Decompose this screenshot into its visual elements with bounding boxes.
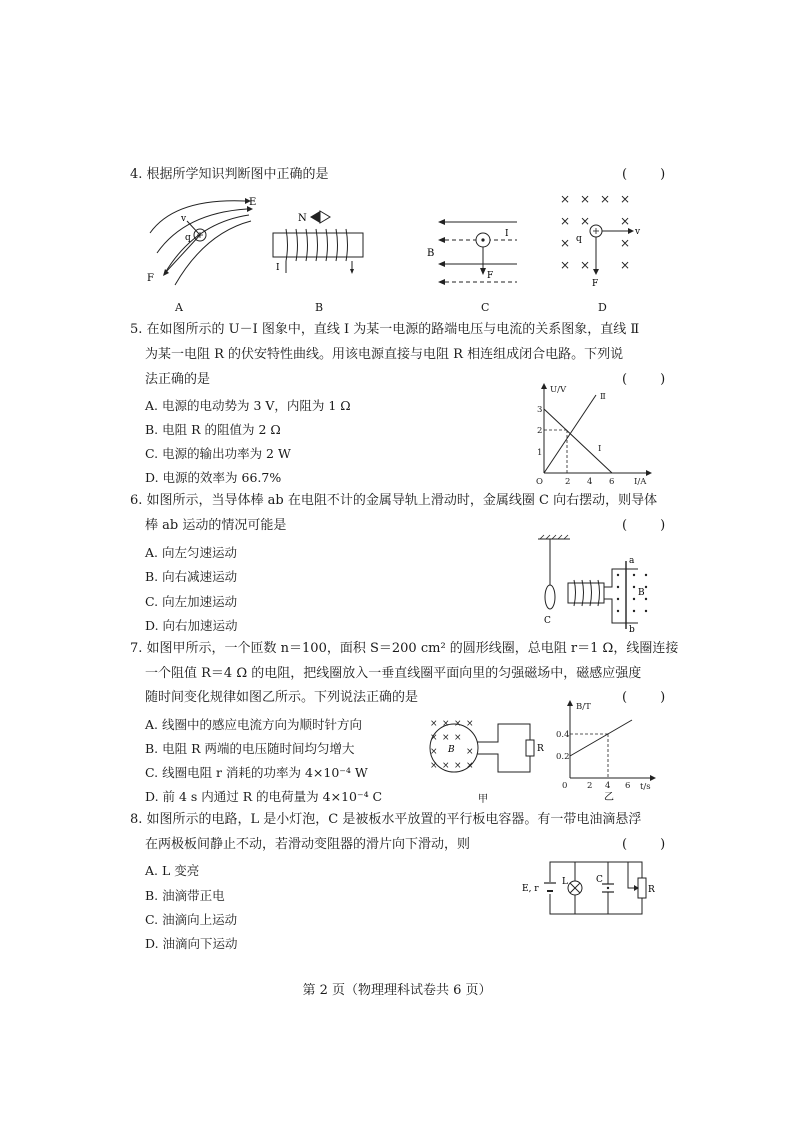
q4-label-a: A [175,301,183,314]
q7-option-c: C. 线圈电阻 r 消耗的功率为 4×10⁻⁴ W [145,765,368,780]
svg-text:×: × [560,258,571,272]
svg-text:×: × [454,719,462,729]
q8-option-b: B. 油滴带正电 [145,888,225,903]
q6-fig-label-c: C [544,616,551,626]
q7-option-d: D. 前 4 s 内通过 R 的电荷量为 4×10⁻⁴ C [145,789,383,804]
svg-text:×: × [442,719,450,729]
q7-yi-caption: 乙 [604,792,614,803]
q5-stem-line3: 法正确的是 [145,372,211,387]
q5-graph-xtick-6: 6 [609,477,615,487]
svg-text:×: × [600,192,611,206]
q4-label-d: D [598,301,607,314]
page-footer: 第 2 页（物理理科试卷共 6 页） [302,983,492,998]
fig-c-label-f: F [487,271,494,281]
svg-text:×: × [560,192,571,206]
q7-jia-label-b: B [448,745,455,755]
q7-jia-label-r: R [537,744,544,754]
q4-figure-a [145,193,255,288]
q7-yi-ytick-0-4: 0.4 [556,730,570,740]
q5-stem-line1: 5. 在如图所示的 U－I 图象中，直线 Ⅰ 为某一电源的路端电压与电流的关系图象，直线 Ⅱ [130,322,640,337]
q7-yi-xlabel: t/s [640,782,651,792]
fig-b-label-n: N [298,213,307,224]
q5-graph-label-line1: Ⅰ [598,444,602,454]
q7-option-a: A. 线圈中的感应电流方向为顺时针方向 [145,717,362,732]
q5-stem-line2: 为某一电阻 R 的伏安特性曲线。用该电源直接与电阻 R 相连组成闭合电路。下列说 [145,347,624,362]
q5-graph-label-line2: Ⅱ [600,392,606,402]
q6-fig-label-b: b [629,625,635,635]
fig-d-label-q: q [576,234,582,244]
fig-b-label-i: I [276,263,280,273]
q5-line-2 [544,395,596,473]
svg-text:×: × [430,719,438,729]
svg-text:×: × [620,258,631,272]
q6-option-b: B. 向右减速运动 [145,569,238,584]
q5-graph-xlabel: I/A [634,477,647,487]
q4-answer-bracket: ( ) [622,167,666,182]
q7-yi-ylabel: B/T [576,702,591,712]
q8-label-l: L [562,877,568,887]
q5-option-b: B. 电阻 R 的阻值为 2 Ω [145,422,281,437]
fig-c-label-i: I [505,229,509,239]
q5-graph-ytick-2: 2 [537,426,543,436]
q5-graph-origin: O [536,477,543,487]
svg-text:×: × [454,733,462,743]
q6-figure [530,535,660,633]
q8-stem-line1: 8. 如图所示的电路，L 是小灯泡，C 是被板水平放置的平行板电容器。有一带电油滴悬浮 [130,812,642,827]
q7-yi-xtick-6: 6 [625,781,631,791]
q5-graph-ytick-1: 1 [537,448,543,458]
q5-graph-ylabel: U/V [550,385,567,395]
q4-figure-d [558,193,648,288]
q7-option-b: B. 电阻 R 两端的电压随时间均匀增大 [145,741,355,756]
q4-label-b: B [315,301,324,314]
q5-option-d: D. 电源的效率为 66.7% [145,470,282,485]
q7-yi-xtick-4: 4 [605,781,611,791]
svg-text:×: × [620,214,631,228]
q6-option-a: A. 向左匀速运动 [145,545,237,560]
q5-answer-bracket: ( ) [622,372,666,387]
q5-line-1 [544,409,612,473]
q8-label-c: C [596,875,603,885]
svg-text:×: × [430,747,438,757]
svg-text:×: × [466,747,474,757]
q4-stem: 4. 根据所学知识判断图中正确的是 [130,167,329,182]
q5-option-c: C. 电源的输出功率为 2 W [145,446,291,461]
svg-text:×: × [442,733,450,743]
q7-stem-line3: 随时间变化规律如图乙所示。下列说法正确的是 [145,690,419,705]
q8-option-c: C. 油滴向上运动 [145,912,238,927]
q7-figure-yi [556,700,660,803]
q6-fig-label-a: a [629,556,635,566]
q5-graph-xtick-2: 2 [565,477,571,487]
q7-jia-caption: 甲 [478,794,488,805]
q8-option-a: A. L 变亮 [145,863,200,878]
svg-text:×: × [580,214,591,228]
svg-text:×: × [466,761,474,771]
q7-yi-origin: 0 [562,781,568,791]
svg-text:×: × [620,192,631,206]
q7-answer-bracket: ( ) [622,690,666,705]
q7-yi-xtick-2: 2 [587,781,593,791]
q6-stem-line1: 6. 如图所示，当导体棒 ab 在电阻不计的金属导轨上滑动时，金属线圈 C 向右摆动，则导体 [130,493,658,508]
q8-option-d: D. 油滴向下运动 [145,936,238,951]
svg-text:×: × [560,236,571,250]
svg-text:×: × [430,761,438,771]
q6-answer-bracket: ( ) [622,518,666,533]
fig-d-label-v: v [635,227,641,237]
q6-option-c: C. 向左加速运动 [145,594,238,609]
svg-text:×: × [466,719,474,729]
q7-figure-jia [430,716,545,804]
q6-option-d: D. 向右加速运动 [145,618,238,633]
q8-circuit [520,858,660,918]
q4-label-c: C [481,301,490,314]
q6-stem-line2: 棒 ab 运动的情况可能是 [145,518,287,533]
q8-label-er: E, r [522,884,539,894]
fig-a-label-q: q [185,233,191,243]
fig-a-label-f: F [147,273,154,284]
q8-answer-bracket: ( ) [622,837,666,852]
fig-a-label-v: v [181,214,187,224]
q5-ui-graph [530,383,655,485]
svg-text:×: × [580,192,591,206]
q4-figure-b [268,205,368,275]
svg-text:×: × [430,733,438,743]
q7-stem-line2: 一个阻值 R＝4 Ω 的电阻，把线圈放入一垂直线圈平面向里的匀强磁场中，磁感应强度 [145,666,642,681]
q6-fig-label-field: B [638,588,645,598]
fig-a-label-e: E [249,197,257,208]
q8-label-r: R [648,885,655,895]
svg-text:×: × [620,236,631,250]
q5-graph-ytick-3: 3 [537,405,543,415]
q8-stem-line2: 在两极板间静止不动，若滑动变阻器的滑片向下滑动，则 [145,837,471,852]
fig-c-label-b: B [427,248,435,259]
fig-d-label-f: F [592,279,599,289]
svg-text:×: × [454,761,462,771]
q5-graph-xtick-4: 4 [587,477,593,487]
q7-stem-line1: 7. 如图甲所示，一个匝数 n＝100，面积 S＝200 cm² 的圆形线圈，总电阻 r＝1 Ω，线圈连接 [130,641,679,656]
svg-text:×: × [560,214,571,228]
q5-option-a: A. 电源的电动势为 3 V，内阻为 1 Ω [145,398,351,413]
q7-yi-b-line [570,720,632,756]
q4-figure-c [425,212,520,287]
svg-text:×: × [442,761,450,771]
svg-text:×: × [580,258,591,272]
q7-yi-ytick-0-2: 0.2 [556,752,570,762]
